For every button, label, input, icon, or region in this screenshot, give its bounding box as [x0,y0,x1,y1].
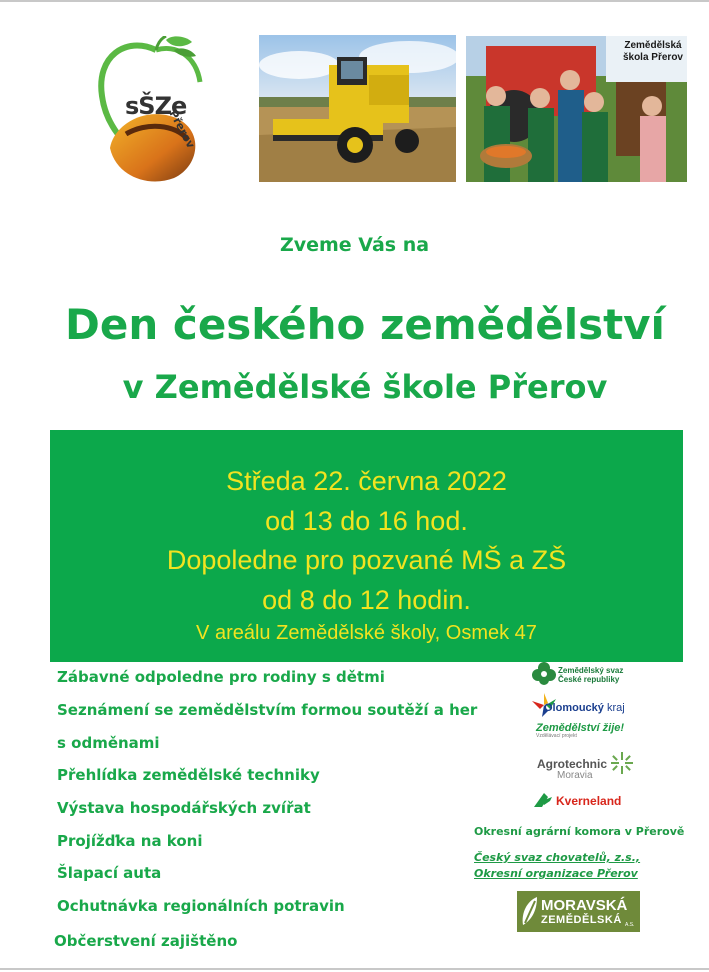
sponsor-okresni-agrarni-komora: Okresní agrární komora v Přerově [474,825,685,838]
page-top-border [0,0,709,2]
logo-city: Přerov [166,108,198,151]
event-morning: Dopoledne pro pozvané MŠ a ZŠ [166,545,567,575]
photo-caption-line2: škola Přerov [622,52,683,63]
zije-text: Zemědělství žije! [536,722,625,734]
kverneland-text: Kverneland [556,794,622,808]
program-item: Výstava hospodářských zvířat [57,799,311,817]
svaz-line2: České republiky [558,675,620,684]
sponsor-zemedelsky-svaz [532,662,624,691]
invite-text: Zveme Vás na [279,234,430,256]
program-item: Projížďka na koni [57,832,203,850]
olomoucky-text: Olomoucký [544,702,604,714]
kverneland-logo-icon [532,791,554,809]
page-subtitle: v Zemědělské škole Přerov [122,368,608,406]
harvester-photo [259,35,456,182]
sponsor-moravska-zemedelska [517,891,640,932]
school-logo [96,36,220,188]
sponsor-kverneland [532,791,622,814]
zije-sub: Vzdělávací projekt [536,733,577,739]
page-title: Den českého zemědělství [65,300,665,349]
event-venue: V areálu Zemědělské školy, Osmek 47 [196,622,537,644]
event-time: od 13 do 16 hod. [265,506,468,536]
program-item: s odměnami [57,734,160,752]
chovatelu-line2[interactable]: Okresní organizace Přerov [474,867,638,880]
event-info-box [50,430,683,662]
moravia-text: Moravia [557,770,593,781]
program-item: Zábavné odpoledne pro rodiny s dětmi [57,668,385,686]
kraj-text: kraj [606,702,625,714]
photo-caption-line1: Zemědělská [624,40,682,51]
event-morning-time: od 8 do 12 hodin. [262,585,471,615]
event-date: Středa 22. června 2022 [226,466,507,496]
agrotechnic-star-icon [611,752,633,774]
logo-text: sŠZe [125,92,187,120]
moravska-line3: A.S. [625,922,635,928]
page-bottom-border [0,968,709,970]
moravska-leaf-icon [519,895,541,929]
photo-caption [623,40,683,64]
sponsor-svaz-chovatelu[interactable] [474,850,640,882]
students-photo [466,36,687,182]
sponsor-olomoucky-kraj [530,693,625,724]
program-item: Seznámení se zemědělstvím formou soutěží a her [57,701,478,719]
program-item: Ochutnávka regionálních potravin [57,897,345,915]
moravska-line2: ZEMĚDĚLSKÁ [541,914,622,926]
svaz-line1: Zemědělský svaz [558,666,624,675]
clover-icon [532,662,556,686]
program-item: Šlapací auta [57,864,162,882]
sponsor-agrotechnic [537,752,633,781]
agrotechnic-text: Agrotechnic [537,757,608,771]
program-item: Občerstvení zajištěno [54,932,238,950]
moravska-line1: MORAVSKÁ [541,897,628,914]
program-item: Přehlídka zemědělské techniky [57,766,320,784]
sponsor-zemedelstvi-zije [536,722,624,739]
chovatelu-line1[interactable]: Český svaz chovatelů, z.s., [474,851,641,864]
